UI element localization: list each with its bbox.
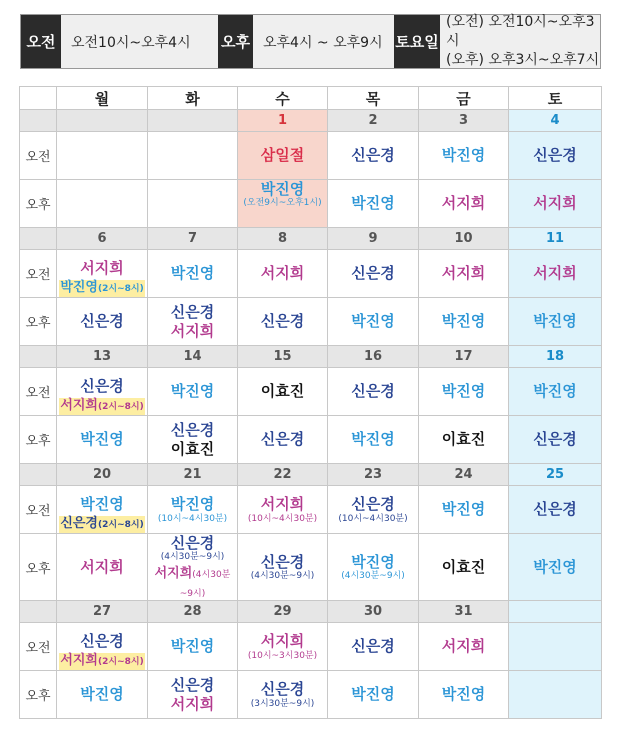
- staff-name: 박진영: [533, 557, 577, 576]
- staff-name: 서지희: [80, 258, 124, 277]
- staff-name: 신은경: [80, 312, 124, 331]
- shift-cell: [509, 132, 602, 180]
- schedule-calendar: [19, 86, 602, 719]
- shift-cell: [328, 486, 419, 534]
- date-cell: 7: [148, 228, 238, 250]
- shift-hours: (3시30분~9시): [250, 698, 315, 709]
- shift-cell: [238, 623, 328, 671]
- shift-cell: [509, 298, 602, 346]
- shift-cell: [509, 486, 602, 534]
- staff-name: 서지희: [154, 565, 193, 581]
- shift-cell: [148, 671, 238, 719]
- shift-hours: (4시30분~9시): [160, 552, 225, 563]
- date-cell: 13: [57, 346, 148, 368]
- shift-cell: [419, 486, 509, 534]
- staff-name: 박진영: [441, 500, 486, 519]
- row-label-pm: 오후: [20, 180, 57, 228]
- staff-name: 박진영: [260, 180, 305, 198]
- shift-cell: [328, 534, 419, 601]
- legend-sat-hours: [440, 15, 600, 68]
- date-cell: 11: [509, 228, 602, 250]
- hours-legend: [20, 14, 601, 69]
- shift-cell: [328, 132, 419, 180]
- shift-hours: (10시~4시30분): [338, 513, 408, 524]
- staff-name: 신은경: [260, 552, 305, 571]
- legend-pm-hours: 오후4시 ~ 오후9시: [253, 15, 394, 68]
- shift-cell: [509, 368, 602, 416]
- staff-name: 박진영: [351, 430, 395, 449]
- staff-name: 박진영: [170, 495, 215, 514]
- staff-name: 서지희: [170, 694, 215, 713]
- shift-cell: [238, 368, 328, 416]
- staff-name: 박진영: [170, 637, 215, 656]
- staff-name: 박진영: [80, 494, 124, 513]
- shift-cell: [57, 250, 148, 298]
- staff-name: 이효진: [260, 382, 305, 401]
- staff-name: 신은경: [533, 146, 577, 165]
- staff-name: 박진영: [351, 685, 395, 704]
- staff-name: 서지희: [441, 194, 486, 213]
- staff-name: 서지희: [533, 264, 577, 283]
- date-cell: [57, 110, 148, 132]
- shift-cell: [238, 298, 328, 346]
- shift-cell: [57, 534, 148, 601]
- shift-cell: [328, 671, 419, 719]
- date-cell: 30: [328, 601, 419, 623]
- date-cell: 27: [57, 601, 148, 623]
- staff-name: 박진영: [351, 194, 395, 213]
- weekday-fri: 금: [419, 87, 509, 110]
- staff-name: 신은경: [260, 680, 305, 699]
- staff-name: 서지희: [441, 637, 486, 656]
- date-cell: 17: [419, 346, 509, 368]
- shift-cell: [419, 416, 509, 464]
- staff-name: 서지희: [60, 398, 98, 414]
- shift-hours: (4시30분~9시): [179, 569, 231, 599]
- shift-cell: [57, 671, 148, 719]
- staff-name: 서지희: [170, 321, 215, 340]
- shift-cell: [328, 623, 419, 671]
- weekday-wed: 수: [238, 87, 328, 110]
- staff-name: 박진영: [351, 312, 395, 331]
- staff-name: 신은경: [533, 500, 577, 519]
- week2-am: [20, 250, 602, 298]
- staff-name: 서지희: [80, 557, 124, 576]
- shift-cell: [419, 298, 509, 346]
- staff-name: 신은경: [260, 312, 305, 331]
- staff-name: 서지희: [533, 194, 577, 213]
- shift-cell: [238, 250, 328, 298]
- week4-pm: [20, 534, 602, 601]
- shift-cell: [328, 298, 419, 346]
- staff-name: 박진영: [441, 685, 486, 704]
- shift-hours: (2시~8시): [98, 284, 144, 295]
- date-cell: 15: [238, 346, 328, 368]
- staff-name: 신은경: [170, 676, 215, 695]
- row-label-am: 오전: [20, 132, 57, 180]
- row-label-pm: 오후: [20, 416, 57, 464]
- weekday-header: [20, 87, 602, 110]
- highlighted-shift: [59, 398, 144, 415]
- shift-cell: [328, 180, 419, 228]
- staff-name: 신은경: [170, 421, 215, 440]
- legend-sat-pm: (오후) 오후3시~오후7시: [446, 52, 600, 68]
- legend-am-hours: 오전10시~오후4시: [61, 15, 218, 68]
- shift-cell: [328, 250, 419, 298]
- staff-name: 서지희: [260, 632, 305, 651]
- staff-name: 박진영: [441, 146, 486, 165]
- date-cell: 6: [57, 228, 148, 250]
- week5-am: [20, 623, 602, 671]
- weekday-tue: 화: [148, 87, 238, 110]
- staff-name: 신은경: [533, 430, 577, 449]
- shift-hours: (2시~8시): [98, 402, 144, 413]
- shift-cell: [148, 298, 238, 346]
- week1-am: [20, 132, 602, 180]
- shift-cell: [419, 132, 509, 180]
- row-label-am: 오전: [20, 486, 57, 534]
- shift-cell: [509, 534, 602, 601]
- date-cell: 28: [148, 601, 238, 623]
- shift-cell: [419, 180, 509, 228]
- legend-sat-am: (오전) 오전10시~오후3시: [446, 14, 595, 49]
- date-cell: 22: [238, 464, 328, 486]
- legend-pm-label: 오후: [218, 15, 253, 68]
- date-cell: 9: [328, 228, 419, 250]
- week3-dates: [20, 346, 602, 368]
- date-cell: 23: [328, 464, 419, 486]
- week5-dates: [20, 601, 602, 623]
- staff-name: 서지희: [60, 653, 98, 669]
- staff-name: 신은경: [351, 382, 395, 401]
- shift-cell: [328, 368, 419, 416]
- corner-cell: [20, 87, 57, 110]
- date-cell: 29: [238, 601, 328, 623]
- staff-name: 박진영: [441, 312, 486, 331]
- shift-cell: [57, 368, 148, 416]
- row-label-am: 오전: [20, 623, 57, 671]
- staff-name: 신은경: [80, 631, 124, 650]
- row-label-am: 오전: [20, 368, 57, 416]
- date-cell: 24: [419, 464, 509, 486]
- week4-am: [20, 486, 602, 534]
- week5-pm: [20, 671, 602, 719]
- date-cell: 3: [419, 110, 509, 132]
- row-label-am: 오전: [20, 250, 57, 298]
- week2-pm: [20, 298, 602, 346]
- shift-cell: [57, 623, 148, 671]
- shift-cell: [238, 671, 328, 719]
- weekday-thu: 목: [328, 87, 419, 110]
- date-cell: [148, 110, 238, 132]
- date-cell: 18: [509, 346, 602, 368]
- shift-cell: [419, 671, 509, 719]
- shift-cell: [419, 368, 509, 416]
- shift-hours: (4시30분~9시): [250, 571, 315, 582]
- staff-name: 박진영: [533, 382, 577, 401]
- date-cell: 8: [238, 228, 328, 250]
- shift-cell: [148, 623, 238, 671]
- date-cell: 16: [328, 346, 419, 368]
- staff-name: 박진영: [170, 382, 215, 401]
- staff-name: 박진영: [80, 430, 124, 449]
- shift-hours: (2시~8시): [98, 520, 144, 531]
- shift-hours: (10시~4시30분): [157, 513, 228, 524]
- date-cell: 4: [509, 110, 602, 132]
- shift-cell: [238, 486, 328, 534]
- date-cell: [509, 601, 602, 623]
- row-label-pm: 오후: [20, 534, 57, 601]
- row-label-pm: 오후: [20, 671, 57, 719]
- legend-am-label: 오전: [21, 15, 61, 68]
- staff-name: 박진영: [170, 264, 215, 283]
- staff-name: 박진영: [441, 382, 486, 401]
- week4-dates: [20, 464, 602, 486]
- shift-cell: [57, 486, 148, 534]
- staff-name: 이효진: [441, 430, 486, 449]
- staff-name: 신은경: [351, 637, 395, 656]
- weekday-sat: 토: [509, 87, 602, 110]
- date-cell: 25: [509, 464, 602, 486]
- staff-name: 이효진: [441, 557, 486, 576]
- shift-hours: (4시30분~9시): [341, 571, 405, 582]
- shift-cell: [419, 534, 509, 601]
- shift-cell: [509, 180, 602, 228]
- legend-sat-label: 토요일: [394, 15, 440, 68]
- shift-cell: [148, 250, 238, 298]
- date-cell: 10: [419, 228, 509, 250]
- highlighted-shift: [59, 280, 144, 297]
- staff-name: 신은경: [170, 534, 215, 552]
- date-cell: 1: [238, 110, 328, 132]
- staff-name: 서지희: [260, 495, 305, 514]
- date-cell: 31: [419, 601, 509, 623]
- date-cell: 20: [57, 464, 148, 486]
- week2-dates: [20, 228, 602, 250]
- staff-name: 서지희: [260, 264, 305, 283]
- staff-name: 신은경: [351, 146, 395, 165]
- highlighted-shift: [59, 653, 144, 670]
- staff-name: 이효진: [170, 439, 215, 458]
- week1-pm: [20, 180, 602, 228]
- shift-cell: [148, 486, 238, 534]
- date-cell: 14: [148, 346, 238, 368]
- shift-hours: (10시~4시30분): [247, 513, 318, 524]
- shift-cell: [57, 416, 148, 464]
- weekday-mon: 월: [57, 87, 148, 110]
- week1-dates: [20, 110, 602, 132]
- staff-name: 박진영: [351, 552, 395, 571]
- staff-name: 신은경: [80, 376, 124, 395]
- staff-name: 신은경: [260, 430, 305, 449]
- shift-hours: (2시~8시): [98, 657, 144, 668]
- row-label-pm: 오후: [20, 298, 57, 346]
- shift-hours: (오전9시~오후1시): [243, 198, 322, 209]
- shift-cell: [419, 623, 509, 671]
- shift-cell: [328, 416, 419, 464]
- shift-cell: [148, 416, 238, 464]
- shift-cell: [57, 298, 148, 346]
- staff-name: 박진영: [60, 280, 98, 296]
- shift-cell: [509, 416, 602, 464]
- shift-hours: (10시~3시30분): [247, 650, 318, 661]
- shift-cell: [238, 416, 328, 464]
- date-cell: 2: [328, 110, 419, 132]
- holiday-name: 삼일절: [260, 146, 305, 165]
- staff-name: 신은경: [351, 495, 395, 514]
- date-cell: 21: [148, 464, 238, 486]
- shift-cell: [148, 534, 238, 601]
- staff-name: 신은경: [170, 303, 215, 322]
- shift-cell: [148, 368, 238, 416]
- shift-cell: [238, 180, 328, 228]
- staff-name: 서지희: [441, 264, 486, 283]
- staff-name: 신은경: [351, 264, 395, 283]
- staff-name: 박진영: [80, 685, 124, 704]
- highlighted-shift: [59, 516, 144, 533]
- shift-cell: [238, 534, 328, 601]
- week3-am: [20, 368, 602, 416]
- shift-cell: [238, 132, 328, 180]
- week3-pm: [20, 416, 602, 464]
- staff-name: 신은경: [60, 516, 98, 532]
- shift-cell: [509, 250, 602, 298]
- staff-name: 박진영: [533, 312, 577, 331]
- shift-cell: [419, 250, 509, 298]
